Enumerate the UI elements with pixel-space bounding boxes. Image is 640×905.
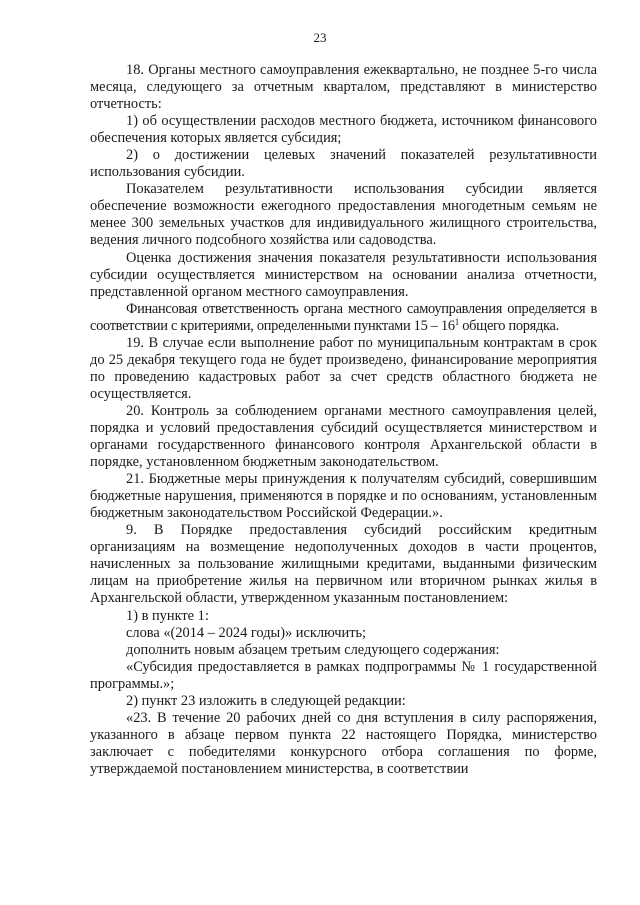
- paragraph-exclude-words: слова «(2014 – 2024 годы)» исключить;: [126, 624, 367, 641]
- page-number: 23: [313, 30, 327, 45]
- document-body: [90, 62, 597, 778]
- paragraph-item-point-23: 2) пункт 23 изложить в следующей редакции:: [126, 692, 406, 709]
- paragraph-18-reporting: 18. Органы местного самоуправления ежеквартально, не позднее 5-го числа месяца, следующего за отчетным кварталом, представляют в министерство отчетность:: [90, 62, 597, 113]
- paragraph-assessment: Оценка достижения значения показателя результативности использования субсидии осуществляется министерством на основании анализа отчетности, представленной органом местного самоуправления.: [90, 249, 597, 300]
- paragraph-9-procedure: 9. В Порядке предоставления субсидий российским кредитным организациям на возмещение недополученных доходов в части процентов, начисленных за пользование жилищными кредитами, выданными физическим лицам на приобретение жилья на первичном или вторичном рынках жилья в Архангельской области, утвержденном указанным постановлением:: [90, 522, 597, 607]
- superscript-footnote: 1: [454, 316, 459, 327]
- paragraph-financial-responsibility: [90, 301, 597, 335]
- paragraph-20-control: 20. Контроль за соблюдением органами местного самоуправления целей, порядка и условий предоставления субсидий осуществляется министерством и органами государственного финансового контроля Архангельской области в порядке, установленном бюджетным законодательством.: [90, 402, 597, 471]
- paragraph-quoted-subsidy: «Субсидия предоставляется в рамках подпрограммы № 1 государственной программы.»;: [90, 658, 597, 692]
- paragraph-add-third: дополнить новым абзацем третьим следующего содержания:: [126, 641, 500, 658]
- paragraph-21-enforcement: 21. Бюджетные меры принуждения к получателям субсидий, совершившим бюджетные нарушения, применяются в порядке и по основаниям, установленным бюджетным законодательством Российской Федерации.».: [90, 471, 597, 522]
- paragraph-item-targets: 2) о достижении целевых значений показателей результативности использования субсидии.: [90, 147, 597, 181]
- paragraph-23-new-text: «23. В течение 20 рабочих дней со дня вступления в силу распоряжения, указанного в абзаце первом пункта 22 настоящего Порядка, министерство заключает с победителями конкурсного отбора соглашения по форме, утверждаемой постановлением министерства, в соответствии: [90, 709, 597, 777]
- paragraph-performance-indicator: Показателем результативности использования субсидии является обеспечение возможности ежегодного предоставления многодетным семьям не менее 300 земельных участков для индивидуального жилищного строительства, ведения личного подсобного хозяйства или садоводства.: [90, 181, 597, 249]
- paragraph-item-expenses: 1) об осуществлении расходов местного бюджета, источником финансового обеспечения которых является субсидия;: [90, 113, 597, 147]
- paragraph-financial-responsibility-text: Финансовая ответственность органа местного самоуправления определяется в соответствии с критериями, определенными пунктами 15 – 16: [90, 300, 597, 334]
- paragraph-item-point-1: 1) в пункте 1:: [126, 607, 209, 624]
- paragraph-financial-responsibility-tail: общего порядка.: [458, 317, 559, 334]
- paragraph-19-deadline: 19. В случае если выполнение работ по муниципальным контрактам в срок до 25 декабря текущего года не будет произведено, финансирование мероприятия по проведению кадастровых работ за счет средств областного бюджета не осуществляется.: [90, 334, 597, 402]
